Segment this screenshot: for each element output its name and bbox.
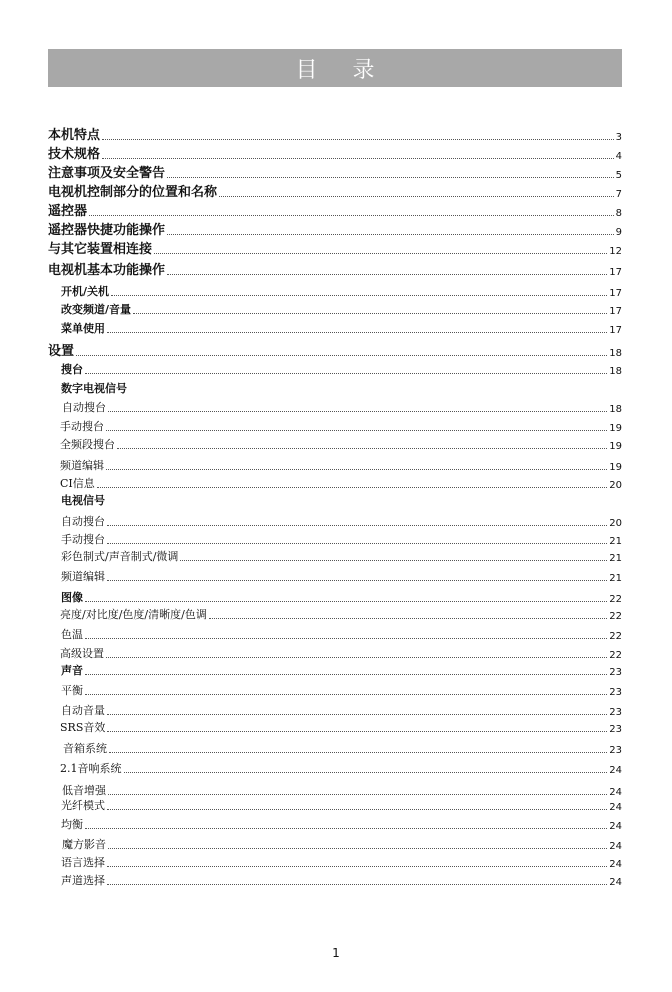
toc-entry-label: 亮度/对比度/色度/清晰度/色调	[60, 608, 207, 621]
toc-entry[interactable]	[61, 589, 622, 605]
toc-entry[interactable]	[48, 162, 622, 181]
toc-entry-label: 手动搜台	[61, 533, 105, 546]
toc-entry[interactable]	[60, 760, 622, 776]
toc-entry-page: 22	[609, 650, 622, 661]
toc-entry-label: 色温	[61, 628, 83, 641]
dot-leader	[107, 579, 607, 581]
toc-entry-page: 12	[609, 246, 622, 257]
toc-entry-label: 自动搜台	[61, 515, 105, 528]
page-title: 目 录	[295, 57, 389, 83]
dot-leader	[107, 331, 607, 333]
toc-entry[interactable]	[61, 626, 622, 642]
dot-leader	[106, 429, 607, 431]
toc-entry-label: 电视信号	[61, 494, 105, 507]
toc-entry-page: 24	[609, 787, 622, 798]
toc-entry-page: 8	[615, 208, 622, 219]
toc-entry-page: 9	[615, 227, 622, 238]
toc-entry[interactable]	[61, 283, 622, 299]
toc-entry[interactable]	[61, 662, 622, 678]
dot-leader	[107, 730, 607, 732]
toc-entry-page: 20	[609, 480, 622, 491]
dot-leader	[107, 865, 607, 867]
dot-leader	[117, 447, 607, 449]
dot-leader	[108, 847, 607, 849]
toc-entry[interactable]	[60, 418, 622, 434]
toc-entry-page: 4	[615, 151, 622, 162]
toc-entry[interactable]	[48, 200, 622, 219]
toc-entry[interactable]	[61, 531, 622, 547]
toc-entry[interactable]	[61, 702, 622, 718]
toc-entry-label: 设置	[48, 344, 75, 359]
toc-entry[interactable]	[48, 259, 622, 278]
toc-entry-label: 技术规格	[48, 147, 101, 162]
toc-entry-label: 魔方影音	[62, 838, 106, 851]
dot-leader	[167, 233, 614, 235]
toc-entry-label: 音箱系统	[63, 742, 107, 755]
toc-entry-page: 21	[609, 553, 622, 564]
dot-leader	[106, 656, 607, 658]
toc-entry-label: CI信息	[60, 477, 95, 490]
toc-entry-label: 频道编辑	[61, 570, 105, 583]
toc-entry[interactable]	[61, 301, 622, 317]
toc-entry-page: 7	[615, 189, 622, 200]
toc-entry[interactable]	[48, 143, 622, 162]
toc-entry-page: 24	[609, 877, 622, 888]
dot-leader	[167, 176, 614, 178]
toc-entry-page: 24	[609, 841, 622, 852]
toc-entry[interactable]	[48, 219, 622, 238]
toc-entry-label: 均衡	[61, 818, 83, 831]
toc-entry[interactable]	[61, 568, 622, 584]
toc-entry-page: 22	[609, 631, 622, 642]
dot-leader	[107, 713, 607, 715]
toc-entry-label: 低音增强	[62, 784, 106, 797]
toc-entry[interactable]	[61, 361, 622, 377]
toc-entry-page: 19	[609, 423, 622, 434]
dot-leader	[133, 312, 607, 314]
dot-leader	[107, 808, 607, 810]
toc-entry-page: 19	[609, 462, 622, 473]
dot-leader	[97, 486, 608, 488]
dot-leader	[209, 617, 607, 619]
page-number: 1	[332, 946, 340, 960]
toc-entry-page: 5	[615, 170, 622, 181]
dot-leader	[85, 693, 607, 695]
toc-entry[interactable]	[62, 836, 622, 852]
toc-entry[interactable]	[61, 492, 622, 508]
toc-entry-page: 18	[609, 366, 622, 377]
dot-leader	[108, 793, 607, 795]
dot-leader	[108, 410, 607, 412]
dot-leader	[167, 273, 607, 275]
toc-entry[interactable]	[61, 320, 622, 336]
toc-entry[interactable]	[61, 816, 622, 832]
dot-leader	[106, 468, 607, 470]
toc-entry-label: 声道选择	[61, 874, 105, 887]
toc-entry-page: 21	[609, 573, 622, 584]
toc-entry-label: 彩色制式/声音制式/微调	[61, 550, 179, 563]
toc-entry-label: 图像	[61, 591, 83, 604]
dot-leader	[107, 524, 607, 526]
toc-entry-label: 开机/关机	[61, 285, 110, 298]
toc-entry-label: 全频段搜台	[60, 438, 115, 451]
toc-entry-page: 3	[615, 132, 622, 143]
toc-entry-label: 搜台	[61, 363, 83, 376]
toc-entry-label: 本机特点	[48, 128, 101, 143]
title-bar	[48, 49, 622, 87]
dot-leader	[111, 294, 607, 296]
toc-entry-label: 与其它装置相连接	[48, 242, 153, 257]
dot-leader	[85, 637, 607, 639]
toc-entry-page: 18	[609, 404, 622, 415]
toc-entry[interactable]	[63, 740, 622, 756]
dot-leader	[107, 542, 607, 544]
dot-leader	[154, 252, 607, 254]
toc-entry[interactable]	[60, 719, 622, 735]
dot-leader	[109, 751, 607, 753]
toc-entry[interactable]	[61, 797, 622, 813]
toc-entry-label: 语言选择	[61, 856, 105, 869]
toc-entry-label: 遥控器	[48, 204, 88, 219]
toc-entry[interactable]	[60, 436, 622, 452]
toc-entry-page: 17	[609, 288, 622, 299]
toc-entry-label: 自动搜台	[62, 401, 106, 414]
toc-entry-label: 2.1音响系统	[60, 762, 122, 775]
toc-entry-label: 光纤模式	[61, 799, 105, 812]
toc-entry-label: 数字电视信号	[61, 382, 127, 395]
toc-entry-page: 22	[609, 611, 622, 622]
toc-entry-label: 频道编辑	[60, 459, 104, 472]
dot-leader	[102, 138, 614, 140]
toc-entry-label: 菜单使用	[61, 322, 105, 335]
toc-entry-page: 17	[609, 306, 622, 317]
toc-entry-page: 23	[609, 724, 622, 735]
toc-entry-page: 23	[609, 687, 622, 698]
toc-entry-page: 23	[609, 667, 622, 678]
toc-entry[interactable]	[61, 872, 622, 888]
dot-leader	[85, 673, 607, 675]
toc-entry[interactable]	[60, 606, 622, 622]
dot-leader	[124, 771, 608, 773]
toc-entry-page: 18	[609, 348, 622, 359]
dot-leader	[85, 600, 607, 602]
toc-entry-label: 注意事项及安全警告	[48, 166, 166, 181]
toc-entry[interactable]	[61, 380, 622, 396]
toc-entry[interactable]	[48, 124, 622, 143]
toc-entry-label: SRS音效	[60, 721, 106, 734]
toc-entry-page: 23	[609, 707, 622, 718]
toc-entry[interactable]	[48, 340, 622, 359]
toc-entry-label: 声音	[61, 664, 83, 677]
dot-leader	[85, 827, 607, 829]
toc-entry-label: 平衡	[61, 684, 83, 697]
toc-entry-label: 电视机基本功能操作	[48, 263, 166, 278]
dot-leader	[76, 354, 607, 356]
toc-entry-page: 22	[609, 594, 622, 605]
toc-entry-label: 高级设置	[60, 647, 104, 660]
toc-entry[interactable]	[62, 782, 622, 798]
toc-entry[interactable]	[60, 457, 622, 473]
toc-entry[interactable]	[62, 399, 622, 415]
dot-leader	[107, 883, 607, 885]
dot-leader	[180, 559, 607, 561]
toc-entry[interactable]	[48, 238, 622, 257]
toc-entry[interactable]	[61, 854, 622, 870]
toc-entry-page: 23	[609, 745, 622, 756]
toc-entry-label: 手动搜台	[60, 420, 104, 433]
toc-entry[interactable]	[61, 682, 622, 698]
dot-leader	[219, 195, 614, 197]
toc-entry-label: 电视机控制部分的位置和名称	[48, 185, 218, 200]
dot-leader	[102, 157, 614, 159]
toc-entry[interactable]	[61, 513, 622, 529]
toc-entry-label: 遥控器快捷功能操作	[48, 223, 166, 238]
toc-entry-label: 改变频道/音量	[61, 303, 132, 316]
toc-entry-page: 24	[609, 821, 622, 832]
toc-entry-page: 20	[609, 518, 622, 529]
toc-entry-page: 24	[609, 859, 622, 870]
dot-leader	[89, 214, 614, 216]
toc-entry-label: 自动音量	[61, 704, 105, 717]
toc-entry[interactable]	[48, 181, 622, 200]
toc-entry-page: 24	[609, 765, 622, 776]
toc-entry-page: 17	[609, 267, 622, 278]
toc-entry[interactable]	[61, 548, 622, 564]
dot-leader	[85, 372, 607, 374]
toc-entry-page: 17	[609, 325, 622, 336]
toc-entry[interactable]	[60, 645, 622, 661]
toc-entry[interactable]	[60, 475, 622, 491]
toc-entry-page: 21	[609, 536, 622, 547]
toc-entry-page: 24	[609, 802, 622, 813]
toc-entry-page: 19	[609, 441, 622, 452]
